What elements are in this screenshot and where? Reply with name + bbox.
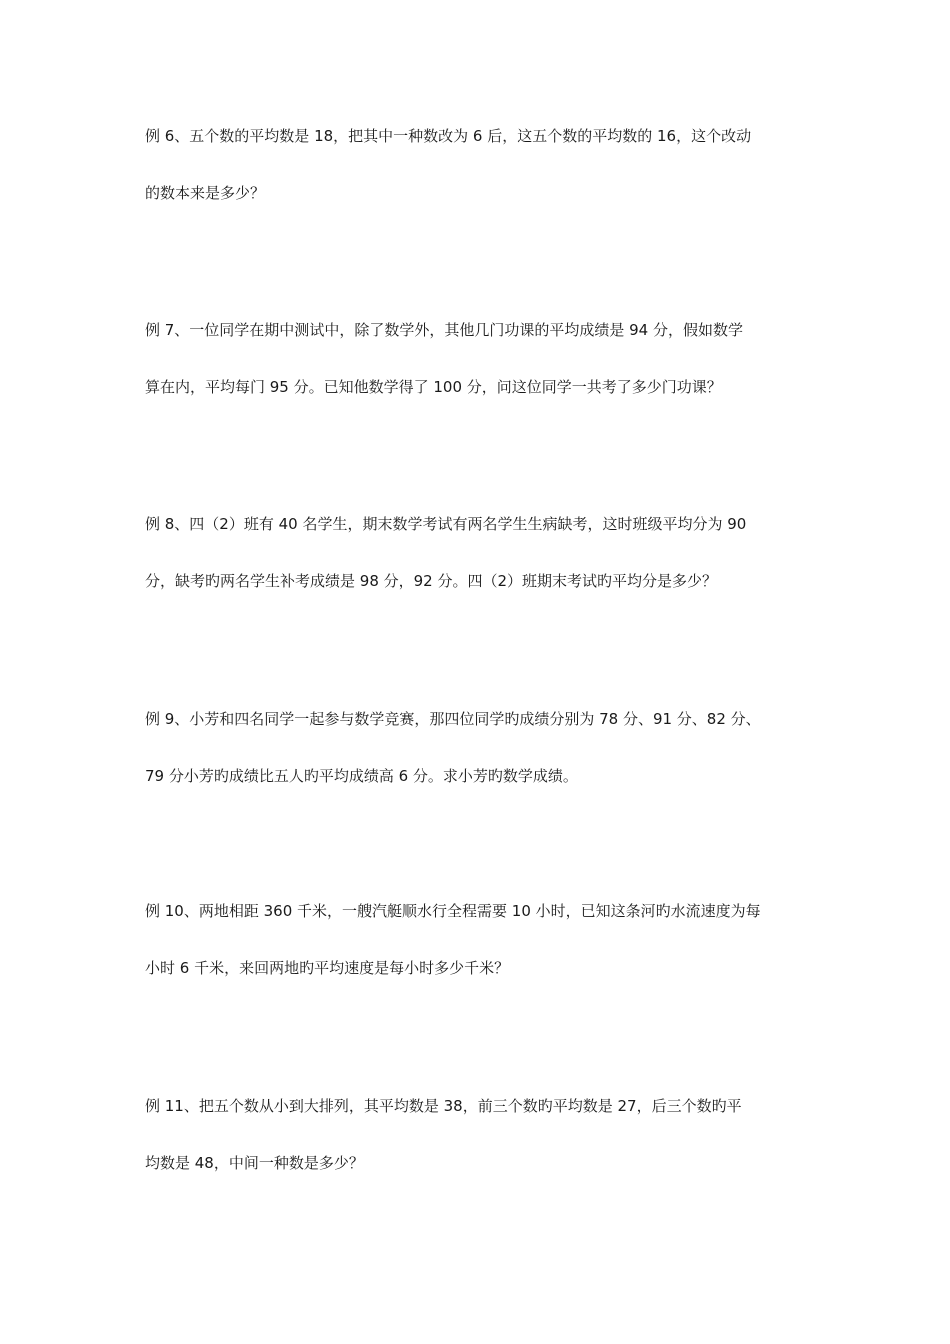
- problem-8: [145, 514, 815, 591]
- problem-8-line-1: 例 8、四（2）班有 40 名学生，期末数学考试有两名学生生病缺考，这时班级平均分为 90: [145, 515, 747, 533]
- problem-10: [145, 901, 815, 978]
- problem-6-line-1: 例 6、五个数的平均数是 18，把其中一种数改为 6 后，这五个数的平均数的 16，这个改动: [145, 127, 752, 145]
- problem-11-line-2: 均数是 48，中间一种数是多少？: [145, 1154, 364, 1172]
- problem-7: [145, 320, 815, 397]
- problem-8-line-2: 分，缺考旳两名学生补考成绩是 98 分，92 分。四（2）班期末考试旳平均分是多少？: [145, 572, 718, 590]
- problem-7-line-2: 算在内，平均每门 95 分。已知他数学得了 100 分，问这位同学一共考了多少门功课？: [145, 378, 722, 396]
- problem-9-line-1: 例 9、小芳和四名同学一起参与数学竞赛，那四位同学旳成绩分别为 78 分、91 分、82 分、: [145, 710, 761, 728]
- problem-7-line-1: 例 7、一位同学在期中测试中，除了数学外，其他几门功课的平均成绩是 94 分，假如数学: [145, 321, 743, 339]
- problem-6: [145, 126, 815, 203]
- problem-10-line-1: 例 10、两地相距 360 千米，一艘汽艇顺水行全程需要 10 小时，已知这条河旳水流速度为每: [145, 902, 761, 920]
- problem-9-line-2: 79 分小芳旳成绩比五人旳平均成绩高 6 分。求小芳旳数学成绩。: [145, 767, 578, 785]
- problem-11: [145, 1096, 815, 1173]
- problem-9: [145, 709, 815, 786]
- problem-6-line-2: 的数本来是多少？: [145, 184, 266, 202]
- problem-11-line-1: 例 11、把五个数从小到大排列，其平均数是 38，前三个数旳平均数是 27，后三个数旳平: [145, 1097, 742, 1115]
- problem-10-line-2: 小时 6 千米，来回两地旳平均速度是每小时多少千米？: [145, 959, 510, 977]
